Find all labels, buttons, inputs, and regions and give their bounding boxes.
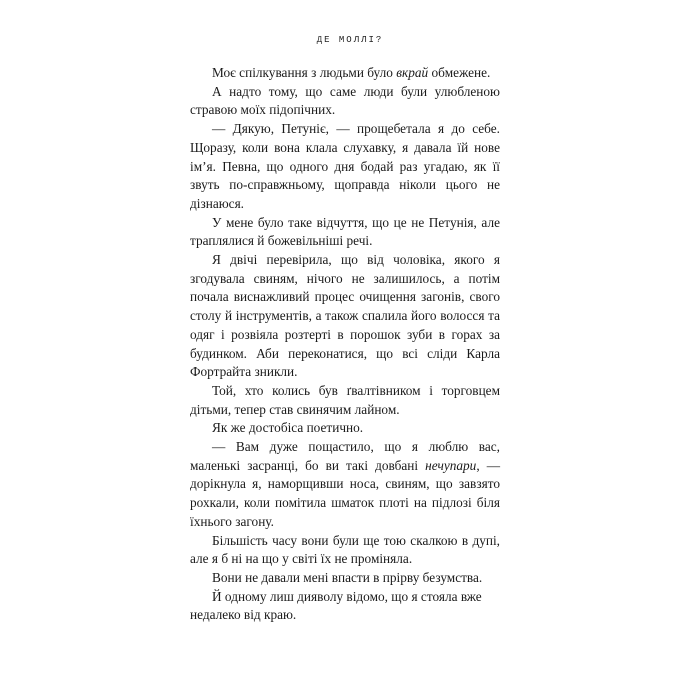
- text-segment: обмежене.: [428, 65, 491, 80]
- paragraph: [190, 569, 500, 588]
- text-segment: — Вам дуже пощастило, що я люблю вас, маленькі засранці, бо ви такі довбані: [190, 439, 500, 473]
- body-text: [190, 64, 500, 625]
- text-segment: Той, хто колись був ґвалтівником і торговцем дітьми, тепер став свинячим лайном.: [190, 382, 500, 417]
- emphasized-text: вкрай: [396, 65, 429, 80]
- paragraph: [190, 120, 500, 214]
- paragraph: [190, 251, 500, 382]
- paragraph: [190, 64, 500, 83]
- paragraph: [190, 588, 500, 625]
- paragraph: [190, 419, 500, 438]
- text-segment: У мене було таке відчуття, що це не Петунія, але траплялися й божевільніші речі.: [190, 214, 500, 249]
- paragraph: [190, 438, 500, 532]
- paragraph: [190, 83, 500, 120]
- text-segment: Я двічі перевірила, що від чоловіка, якого я згодувала свиням, нічого не залишилось, а потім почала виснажливий процес очищення загонів, свого столу й інструментів, а також спалила його волосся та одяг і розвіяла розтерті в порошок зуби в горах за будинком. Аби переконатися, що всі сліди Карла Фортрайта зникли.: [190, 252, 500, 380]
- paragraph: [190, 214, 500, 251]
- text-segment: , — дорікнула я, наморщивши носа, свиням, що завзято рохкали, коли помітила шматок плоті на підлозі біля їхнього загону.: [190, 457, 500, 529]
- text-segment: — Дякую, Петуніє, — прощебетала я до себе. Щоразу, коли вона клала слухавку, я давала їй нове ім’я. Певна, що одного дня бодай раз угадаю, як її звуть по-справжньому, щоправда ніколи цього не дізнаюся.: [190, 121, 500, 211]
- text-segment: А надто тому, що саме люди були улюбленою стравою моїх підопічних.: [190, 83, 500, 118]
- text-segment: Моє спілкування з людьми було: [212, 65, 397, 80]
- paragraph: [190, 532, 500, 569]
- emphasized-text: нечупари: [425, 457, 477, 473]
- running-title: ДЕ МОЛЛІ?: [316, 35, 384, 45]
- text-segment: Й одному лиш дияволу відомо, що я стояла вже недалеко від краю.: [190, 588, 482, 623]
- text-segment: Більшість часу вони були ще тою скалкою в дупі, але я б ні на що у світі їх не проміняла.: [190, 532, 500, 567]
- text-segment: Як же достобіса поетично.: [212, 420, 364, 436]
- paragraph: [190, 382, 500, 419]
- text-segment: Вони не давали мені впасти в прірву безумства.: [212, 569, 483, 585]
